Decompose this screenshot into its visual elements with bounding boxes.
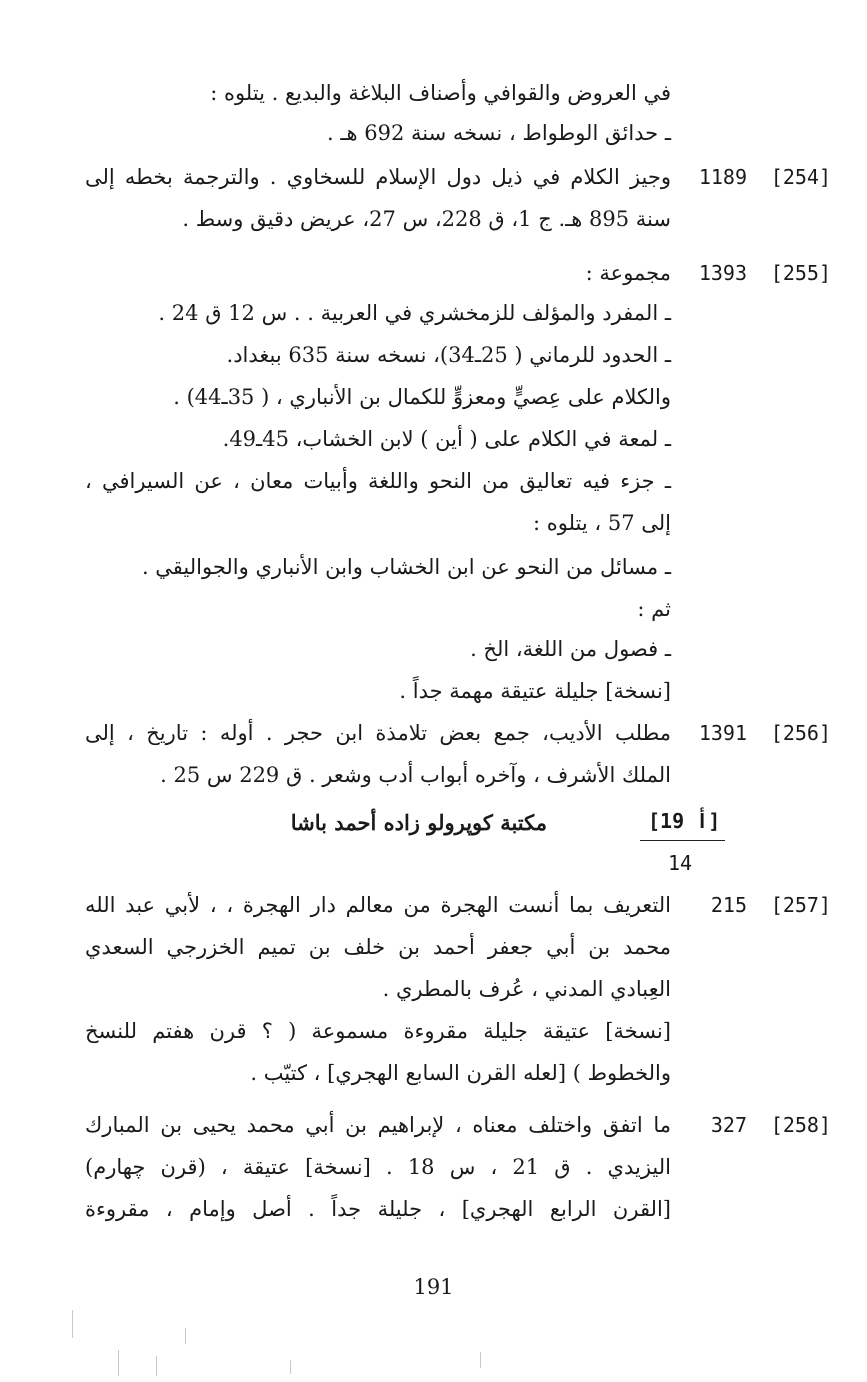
scan-mark bbox=[72, 1310, 73, 1338]
text-line: ـ الحدود للرماني ( 25ـ34)، نسخه سنة 635 ببغداد. bbox=[226, 343, 671, 367]
manuscript-number: 1391 bbox=[698, 721, 747, 745]
text-line: ما اتفق واختلف معناه ، لإبراهيم بن أبي محمد يحيى بن المبارك bbox=[85, 1113, 671, 1137]
text-line: ـ جزء فيه تعاليق من النحو واللغة وأبيات معان ، عن السيرافي ، bbox=[85, 469, 671, 493]
entry-number: [254] bbox=[770, 165, 831, 189]
page-number: 191 bbox=[413, 1275, 454, 1299]
text-line: محمد بن أبي جعفر أحمد بن خلف بن تميم الخزرجي السعدي bbox=[85, 935, 671, 959]
manuscript-number: 215 bbox=[710, 893, 747, 917]
text-line: والخطوط ) [لعله القرن السابع الهجري] ، كتيّب . bbox=[250, 1061, 671, 1085]
scan-mark bbox=[118, 1350, 119, 1376]
entry-number: [258] bbox=[770, 1113, 831, 1137]
scan-mark bbox=[156, 1356, 157, 1376]
text-line: ـ مسائل من النحو عن ابن الخشاب وابن الأنباري والجواليقي . bbox=[141, 555, 671, 579]
entry-number: [257] bbox=[770, 893, 831, 917]
text-line: والكلام على عِصيٍّ ومعزوٍّ للكمال بن الأنباري ، ( 35ـ44) . bbox=[173, 385, 671, 409]
text-line: التعريف بما أنست الهجرة من معالم دار الهجرة ، ، لأبي عبد الله bbox=[85, 893, 671, 917]
text-line: في العروض والقوافي وأصناف البلاغة والبديع . يتلوه : bbox=[210, 81, 671, 105]
text-line: وجيز الكلام في ذيل دول الإسلام للسخاوي . والترجمة بخطه إلى bbox=[85, 165, 671, 189]
text-line: ثم : bbox=[637, 597, 671, 621]
text-line: اليزيدي . ق 21 ، س 18 . [نسخة] عتيقة ، (قرن چهارم) bbox=[85, 1155, 671, 1179]
text-line: مطلب الأديب، جمع بعض تلامذة ابن حجر . أوله : تاريخ ، إلى bbox=[85, 721, 671, 745]
folio-reference: [19 أ] bbox=[648, 809, 721, 833]
section-number: 14 bbox=[668, 851, 693, 875]
entry-number: [255] bbox=[770, 261, 831, 285]
text-line: [نسخة] جليلة عتيقة مهمة جداً . bbox=[399, 679, 671, 703]
text-line: مجموعة : bbox=[585, 261, 671, 285]
text-line: سنة 895 هـ. ج 1، ق 228، س 27، عريض دقيق وسط . bbox=[182, 207, 671, 231]
section-heading: مكتبة كوپرولو زاده أحمد باشا bbox=[290, 810, 547, 835]
scan-mark bbox=[185, 1328, 186, 1344]
text-line: الملك الأشرف ، وآخره أبواب أدب وشعر . ق 229 س 25 . bbox=[160, 763, 671, 787]
text-line: العِبادي المدني ، عُرف بالمطري . bbox=[382, 977, 671, 1001]
manuscript-number: 1393 bbox=[698, 261, 747, 285]
text-line: [نسخة] عتيقة جليلة مقروءة مسموعة ( ؟ قرن هفتم للنسخ bbox=[85, 1019, 671, 1043]
text-line: إلى 57 ، يتلوه : bbox=[532, 511, 671, 535]
manuscript-number: 327 bbox=[710, 1113, 747, 1137]
text-line: ـ حدائق الوطواط ، نسخه سنة 692 هـ . bbox=[326, 121, 671, 145]
text-line: ـ لمعة في الكلام على ( أين ) لابن الخشاب، 45ـ49. bbox=[222, 427, 671, 451]
scan-mark bbox=[480, 1352, 481, 1368]
text-line: [القرن الرابع الهجري] ، جليلة جداً . أصل وإمام ، مقروءة bbox=[85, 1197, 671, 1221]
text-line: ـ المفرد والمؤلف للزمخشري في العربية . . س 12 ق 24 . bbox=[158, 301, 671, 325]
scan-mark bbox=[290, 1360, 291, 1374]
text-line: ـ فصول من اللغة، الخ . bbox=[470, 637, 671, 661]
manuscript-number: 1189 bbox=[698, 165, 747, 189]
heading-rule bbox=[640, 840, 725, 841]
entry-number: [256] bbox=[770, 721, 831, 745]
